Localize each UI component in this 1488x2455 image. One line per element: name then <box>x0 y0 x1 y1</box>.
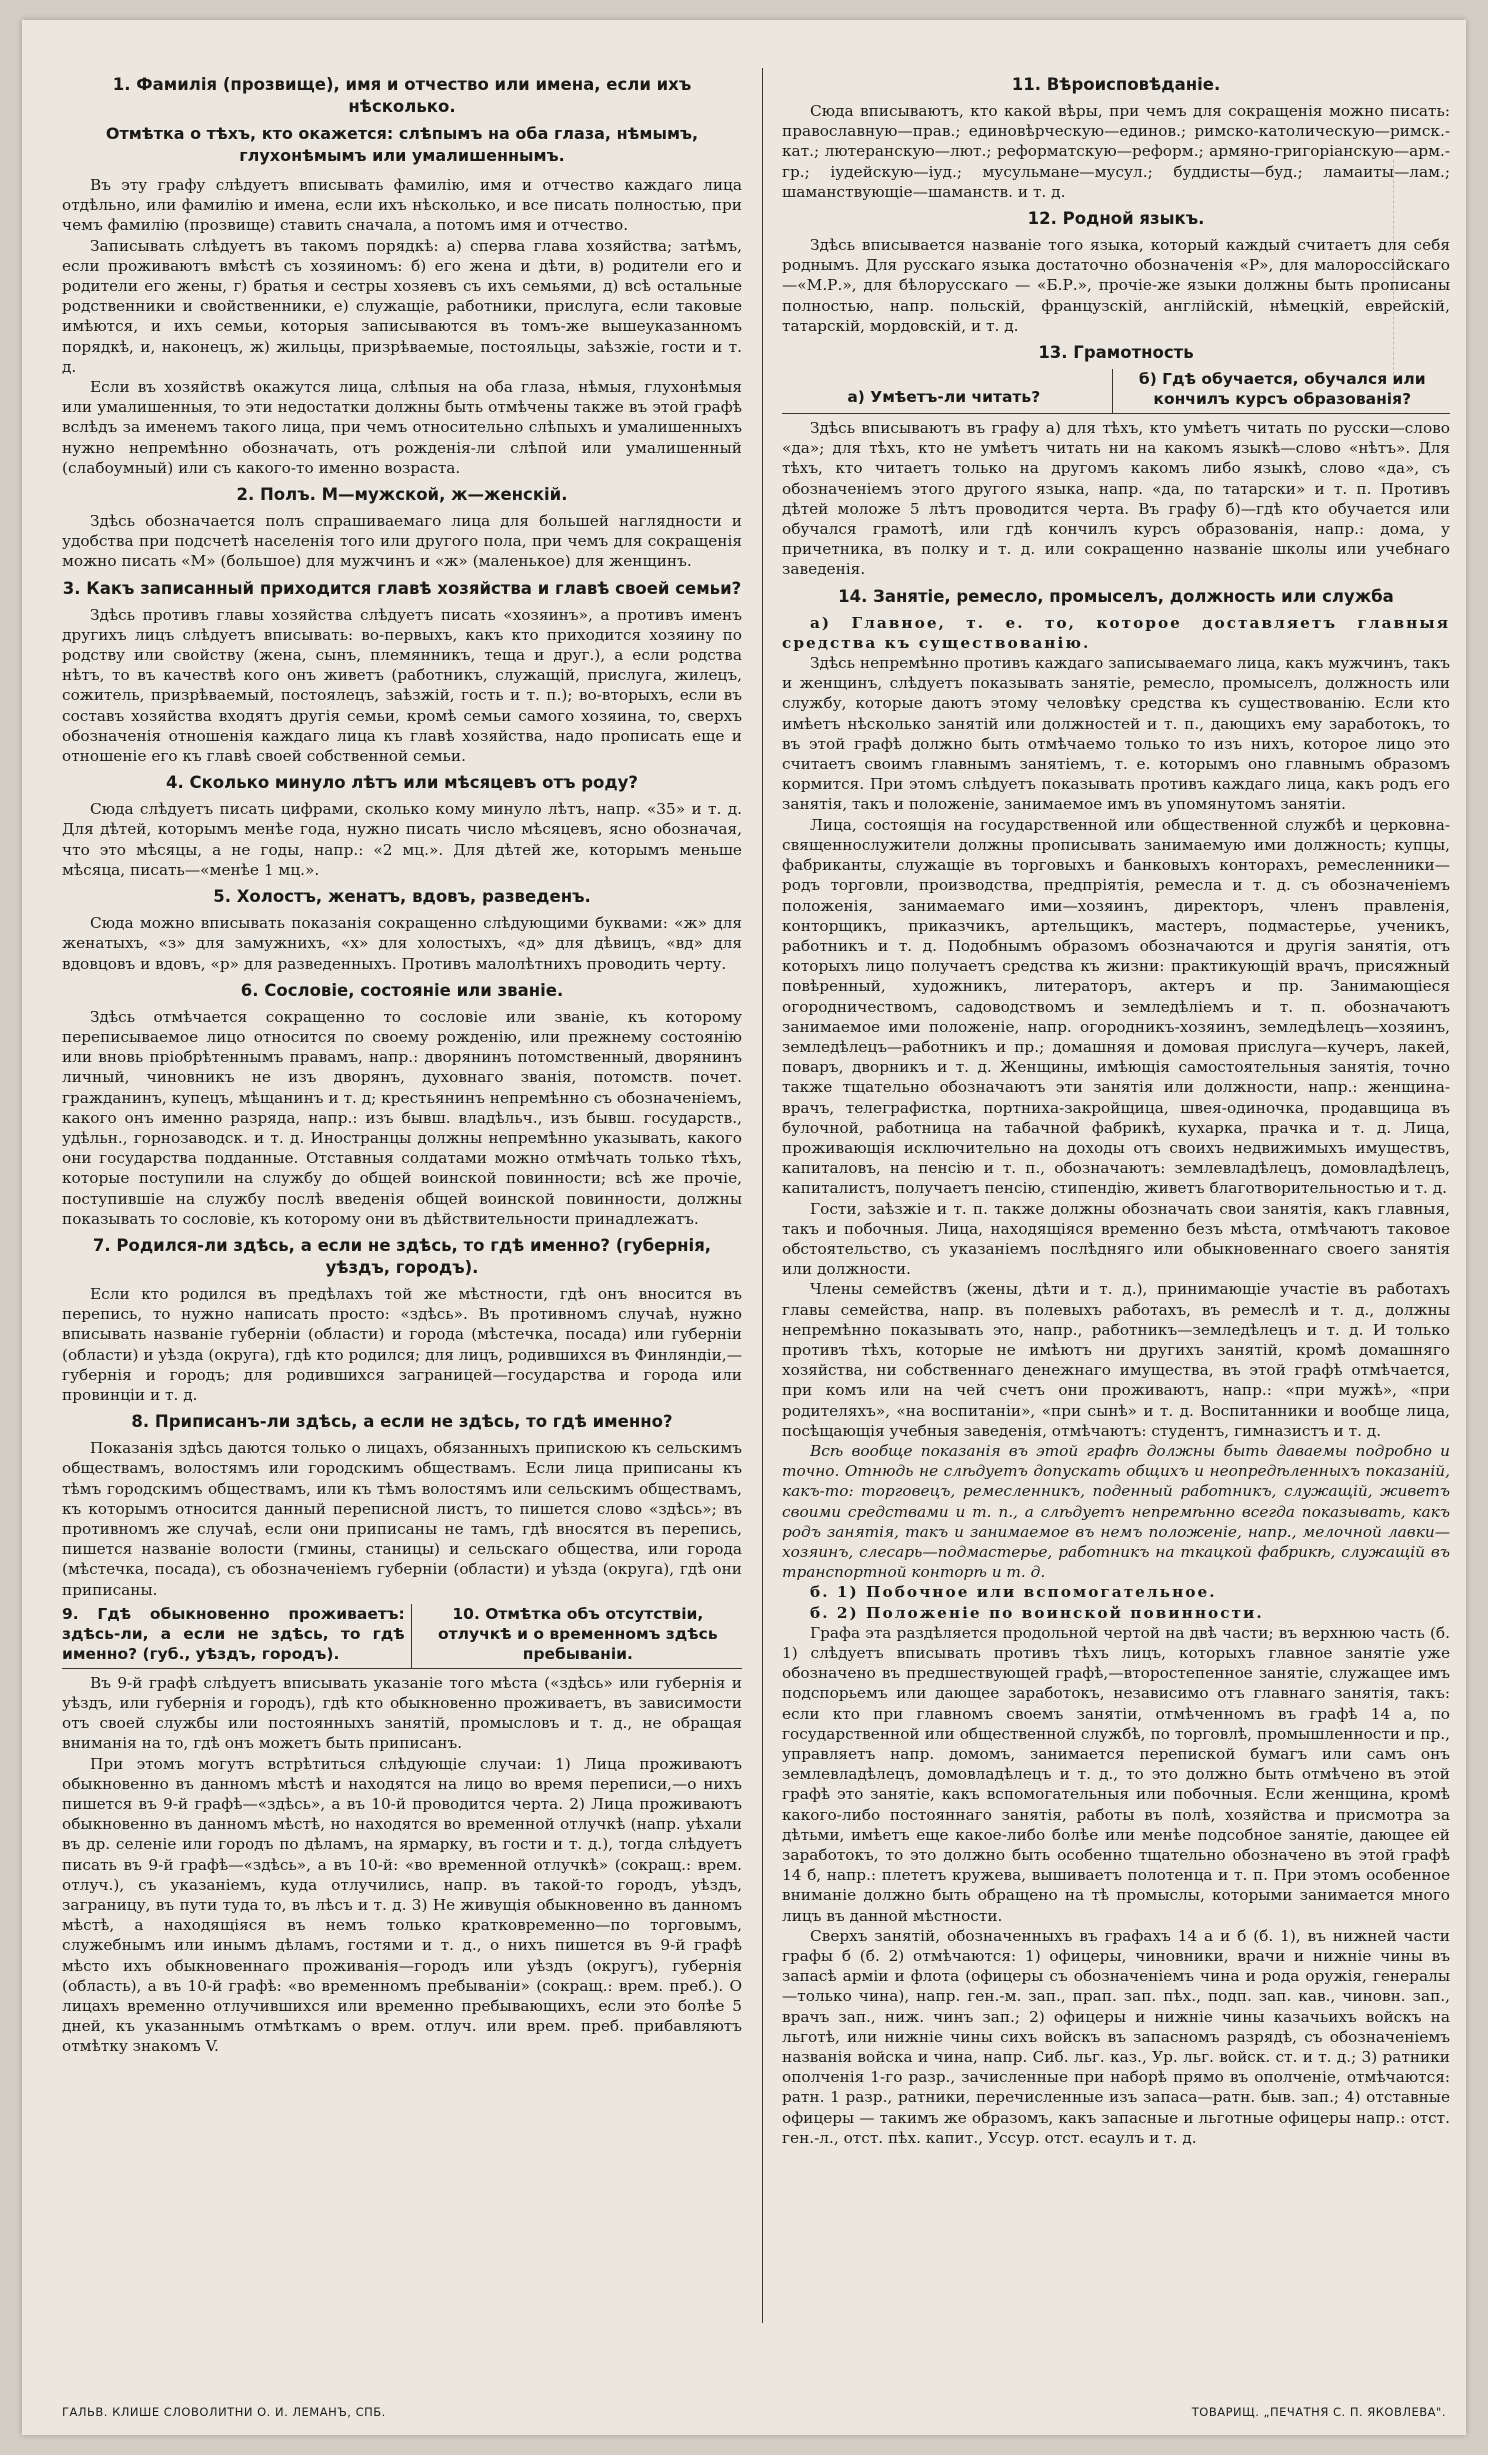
section-1-subtitle: Отмѣтка о тѣхъ, кто окажется: слѣпымъ на оба глаза, нѣмымъ, глухонѣмымъ или умалишеннымъ. <box>105 124 699 165</box>
section-14-paragraph: Члены семействъ (жены, дѣти и т. д.), принимающіе участіе въ работахъ главы семейства, напр. въ полевыхъ работахъ, въ ремеслѣ и т. д., должны непремѣнно показывать это, напр., работникъ—земледѣлецъ и т. д. И только противъ тѣхъ, которые не имѣютъ ни другихъ занятій, кромѣ домашняго хозяйства, ни собственнаго денежнаго имущества, въ этой графѣ отмѣчается, при комъ или на чей счетъ они проживаютъ, напр.: «при мужѣ», «при родителяхъ», «на воспитаніи», «при сынѣ» и т. д. Воспитанники и вообще лица, посѣщающія учебныя заведенія, отмѣчаютъ: студентъ, гимназистъ и т. д. <box>782 1280 1450 1440</box>
section-2-title: 2. Полъ. М—мужской, ж—женскій. <box>236 485 568 505</box>
section-13-title: 13. Грамотность <box>1038 343 1194 363</box>
document-page <box>22 20 1466 2435</box>
section-9-title: 9. Гдѣ обыкновенно проживаетъ: здѣсь-ли, а если не здѣсь, то гдѣ именно? (губ., уѣздъ, городъ). <box>62 1604 405 1663</box>
section-14-title: 14. Занятіе, ремесло, промыселъ, должность или служба <box>838 586 1394 606</box>
left-column <box>62 68 742 2057</box>
section-14-paragraph: Графа эта раздѣляется продольной чертой на двѣ части; въ верхнюю часть (б. 1) слѣдуетъ вписывать противъ тѣхъ лицъ, которыхъ главное занятіе уже обозначено въ предшествующей графѣ,—второстепенное занятіе, служащее имъ подспорьемъ или дающее заработокъ, независимо отъ главнаго занятія, такъ: если кто при главномъ своемъ занятіи, отмѣченномъ въ графѣ 14 а, по государственной или общественной службѣ, по торговлѣ, промышленности и пр., управляетъ напр. домомъ, занимается перепиской бумагъ или самъ онъ землевладѣлецъ, домовладѣлецъ и т. д., то это должно быть отмѣчено въ этой графѣ это занятіе, какъ вспомогательныя или побочныя. Если женщина, кромѣ какого-либо постояннаго занятія, работы въ полѣ, хозяйства и присмотра за дѣтьми, имѣетъ еще какое-либо болѣе или менѣе подсобное занятіе, дающее ей заработокъ, то это должно быть особенно тщательно обозначено въ этой графѣ 14 б, напр.: плететъ кружева, вышиваетъ полотенца и т. п. При этомъ особенное вниманіе должно быть обращено на тѣ промыслы, которыми занимается много лицъ въ данной мѣстности. <box>782 1623 1450 1925</box>
section-7-paragraph: Если кто родился въ предѣлахъ той же мѣстности, гдѣ онъ вносится въ перепись, то нужно написать просто: «здѣсь». Въ противномъ случаѣ, нужно вписывать названіе губерніи (области) и города (мѣстечка, посада) или губерніи (области) и уѣзда (округа), гдѣ кто родился; для лицъ, родившихся въ Финляндіи,—губернія и городъ; для родившихся заграницей—государства и города или провинціи и т. д. <box>62 1284 742 1404</box>
section-14-paragraph: Лица, состоящія на государственной или общественной службѣ и церковна-священнослужители должны прописывать занимаемую ими должность; купцы, фабриканты, служащіе въ торговыхъ и банковыхъ конторахъ, ремесленники—родъ торговли, производства, предпріятія, ремесла и т. д. съ обозначеніемъ положенія, занимаемаго ими—хозяинъ, директоръ, членъ правленія, конторщикъ, приказчикъ, артельщикъ, мастеръ, подмастерье, ученикъ, работникъ и т. д. Подобнымъ образомъ обозначаются и другія занятія, отъ которыхъ лицо получаетъ средства къ жизни: практикующій врачъ, присяжный повѣренный, художникъ, литераторъ, актеръ и пр. Занимающіеся огородничествомъ, садоводствомъ и земледѣліемъ и т. п. обозначаютъ занимаемое ими положеніе, напр. огородникъ-хозяинъ, земледѣлецъ—хозяинъ, земледѣлецъ—работникъ и пр.; домашняя и домовая прислуга—кучеръ, лакей, поваръ, дворникъ и т. д. Женщины, имѣющія самостоятельныя занятія, точно также тщательно обозначаютъ эти занятія или должности, напр.: женщина-врачъ, телеграфистка, портниха-закройщица, швея-одиночка, продавщица въ булочной, работница на табачной фабрикѣ, кухарка, прачка и т. д. Лица, проживающія исключительно на доходы отъ своихъ недвижимыхъ имуществъ, капиталовъ, на пенсію и т. п., обозначаютъ: землевладѣлецъ, домовладѣлецъ, капиталистъ, получаетъ пенсію, стипендію, живетъ благотворительностью и т. д. <box>782 815 1450 1198</box>
section-14-b2-label: б. 2) Положеніе по воинской повинности. <box>810 1603 1264 1622</box>
section-1-title: 1. Фамилія (прозвище), имя и отчество или имена, если ихъ нѣсколько. <box>112 75 692 116</box>
section-14-paragraph: Сверхъ занятій, обозначенныхъ въ графахъ 14 а и б (б. 1), въ нижней части графы б (б. 2) отмѣчаются: 1) офицеры, чиновники, врачи и нижніе чины въ запасѣ арміи и флота (офицеры съ обозначеніемъ чина и рода оружія, генералы—только чина), напр. ген.-м. зап., прап. зап. пѣх., подп. зап. кав., чиновн. зап., врачъ зап., ниж. чинъ зап.; 2) офицеры и нижніе чины казачьихъ войскъ на льготѣ, или нижніе чины сихъ войскъ въ запасномъ разрядѣ, съ обозначеніемъ названія войска и чина, напр. Сиб. льг. каз., Ур. льг. войск. ст. и т. д.; 3) ратники ополченія 1-го разр., зачисленные при наборѣ прямо въ ополченіе, отмѣчаются: ратн. 1 разр., ратники, перечисленные изъ запаса—ратн. быв. зап.; 4) отставные офицеры — такимъ же образомъ, какъ запасные и льготные офицеры напр.: отст. ген.-л., отст. пѣх. капит., Уссур. отст. есаулъ и т. д. <box>782 1926 1450 2147</box>
section-4-paragraph: Сюда слѣдуетъ писать цифрами, сколько кому минуло лѣтъ, напр. «35» и т. д. Для дѣтей, которымъ менѣе года, нужно писать число мѣсяцевъ, ясно обозначая, что это мѣсяцы, а не годы, напр.: «2 мц.». Для дѣтей же, которымъ меньше мѣсяца, писать—«менѣе 1 мц.». <box>62 800 742 879</box>
section-4-title: 4. Сколько минуло лѣтъ или мѣсяцевъ отъ роду? <box>165 773 639 793</box>
section-13-paragraph: Здѣсь вписываютъ въ графу а) для тѣхъ, кто умѣетъ читать по русски—слово «да»; для тѣхъ, кто не умѣетъ читать ни на какомъ языкѣ—слово «нѣтъ». Для тѣхъ, кто читаетъ только на другомъ какомъ либо языкѣ, слово «да», съ обозначеніемъ этого другого языка, напр. «да, по татарски» и т. п. Противъ дѣтей моложе 5 лѣтъ проводится черта. Въ графу б)—гдѣ кто обучается или обучался грамотѣ, или гдѣ кончилъ курсъ образованія, напр.: дома, у причетника, въ полку и т. д. или сокращенно названіе школы или учебнаго заведенія. <box>782 419 1450 579</box>
literacy-a-label: а) Умѣетъ-ли читать? <box>847 388 1041 407</box>
bleed-through-stamp <box>1393 160 1458 390</box>
section-2-paragraph: Здѣсь обозначается полъ спрашиваемаго лица для большей наглядности и удобства при подсчетѣ населенія того или другого пола, при чемъ для сокращенія можно писать «М» (большое) для мужчинъ и «ж» (маленькое) для женщинъ. <box>62 512 742 571</box>
section-10-title: 10. Отмѣтка объ отсутствіи, отлучкѣ и о временномъ здѣсь пребываніи. <box>411 1604 742 1668</box>
section-1-paragraph: Если въ хозяйствѣ окажутся лица, слѣпыя на оба глаза, нѣмыя, глухонѣмыя или умалишенныя, то эти недостатки должны быть отмѣчены также въ этой графѣ вслѣдъ за именемъ такого лица, при чемъ относительно слѣпыхъ и умалишенныхъ нужно непремѣнно обозначать, отъ рожденія-ли слѣпой или умалишенный (слабоумный) или съ какого-то именно возраста. <box>62 378 742 477</box>
section-12-paragraph: Здѣсь вписывается названіе того языка, который каждый считаетъ для себя роднымъ. Для русскаго языка достаточно обозначенія «Р», для малороссійскаго—«М.Р.», для бѣлорусскаго — «Б.Р.», прочіе-же языки должны быть прописаны полностью, напр. польскій, французскій, англійскій, нѣмецкій, еврейскій, татарскій, мордовскій, и т. д. <box>782 236 1450 335</box>
section-6-paragraph: Здѣсь отмѣчается сокращенно то сословіе или званіе, къ которому переписываемое лицо относится по своему рожденію, или прежнему состоянію или вновь пріобрѣтеннымъ правамъ, напр.: дворянинъ потомственный, дворянинъ личный, чиновникъ не изъ дворянъ, духовнаго званія, потомств. почет. гражданинъ, купецъ, мѣщанинъ и т. д; крестьянинъ непремѣнно съ обозначеніемъ, какого онъ именно разряда, напр.: изъ бывш. владѣльч., изъ бывш. государств., удѣльн., горнозаводск. и т. д. Иностранцы должны непремѣнно указывать, какого они государства подданные. Отставныя солдатами можно отмѣчать только тѣхъ, которые поступили на службу до общей воинской повинности; всѣ же прочіе, поступившіе на службу послѣ введенія общей воинской повинности, должны показывать то сословіе, къ которому они въ дѣйствительности принадлежатъ. <box>62 1007 742 1228</box>
section-5-title: 5. Холостъ, женатъ, вдовъ, разведенъ. <box>213 887 591 907</box>
section-14-paragraph: Здѣсь непремѣнно противъ каждаго записываемаго лица, какъ мужчинъ, такъ и женщинъ, слѣдуетъ показывать занятіе, ремесло, промыселъ, должность или службу, которые даютъ этому человѣку средства къ существованію. Если кто имѣетъ нѣсколько занятій или должностей и т. п., дающихъ ему заработокъ, то въ этой графѣ должно быть отмѣчаемо только то изъ нихъ, которое лицо это считаетъ своимъ главнымъ занятіемъ, т. е. которымъ оно главнымъ образомъ кормится. При этомъ слѣдуетъ показывать противъ каждаго лица, какъ родъ его занятія, такъ и положеніе, занимаемое имъ въ упомянутомъ занятіи. <box>782 654 1450 814</box>
section-3-title: 3. Какъ записанный приходится главѣ хозяйства и главѣ своей семьи? <box>62 578 742 598</box>
literacy-header <box>782 369 1450 414</box>
section-12-title: 12. Родной языкъ. <box>1027 209 1205 229</box>
printer-credit-left: ГАЛЬВ. КЛИШЕ СЛОВОЛИТНИ О. И. ЛЕМАНЪ, СПБ. <box>62 2405 386 2419</box>
section-11-paragraph: Сюда вписываютъ, кто какой вѣры, при чемъ для сокращенія можно писать: православную—прав.; единовѣрческую—единов.; римско-католическую—римск.-кат.; лютеранскую—лют.; реформатскую—реформ.; армяно-григоріанскую—арм.-гр.; іудейскую—іуд.; мусульмане—мусул.; буддисты—буд.; ламаиты—лам.; шаманствующіе—шаманств. и т. д. <box>782 102 1450 201</box>
section-1-paragraph: Въ эту графу слѣдуетъ вписывать фамилію, имя и отчество каждаго лица отдѣльно, или фамилію и имена, если ихъ нѣсколько, и все писать полностью, при чемъ фамилію (прозвище) ставить сначала, а потомъ имя и отчество. <box>62 176 742 235</box>
printer-credit-right: ТОВАРИЩ. „ПЕЧАТНЯ С. П. ЯКОВЛЕВА". <box>1191 2405 1446 2419</box>
section-7-title: 7. Родился-ли здѣсь, а если не здѣсь, то гдѣ именно? (губернія, уѣздъ, городъ). <box>92 1235 712 1277</box>
section-11-title: 11. Вѣроисповѣданіе. <box>1011 75 1221 94</box>
section-1-paragraph: Записывать слѣдуетъ въ такомъ порядкѣ: а) сперва глава хозяйства; затѣмъ, если проживаютъ вмѣстѣ съ хозяиномъ: б) его жена и дѣти, в) родители его и родители его жены, г) братья и сестры хозяевъ съ ихъ семьями, д) всѣ остальные родственники и свойственники, е) служащіе, работники, прислуга, если таковые имѣются, и ихъ семьи, которыя записываются въ томъ-же вышеуказанномъ порядкѣ, и, наконецъ, ж) жильцы, призрѣваемые, постояльцы, заѣзжіе, гости и т. д. <box>62 236 742 376</box>
column-divider <box>762 68 763 2323</box>
section-8-paragraph: Показанія здѣсь даются только о лицахъ, обязанныхъ припискою къ сельскимъ обществамъ, волостямъ или городскимъ обществамъ. Если лица приписаны къ тѣмъ городскимъ обществамъ, или къ тѣмъ волостямъ или сельскимъ обществамъ, къ которымъ относится данный переписной листъ, то пишется слово «здѣсь»; въ противномъ же случаѣ, если они приписаны не тамъ, гдѣ вносятся въ перепись, пишется названіе волости (гмины, станицы) и сельскаго общества, или города (мѣстечка, посада), съ обозначеніемъ губерніи (области) и уѣзда (округа), гдѣ они приписаны. <box>62 1439 742 1599</box>
section-3-paragraph: Здѣсь противъ главы хозяйства слѣдуетъ писать «хозяинъ», а противъ именъ другихъ лицъ слѣдуетъ вписывать: во-первыхъ, какъ кто приходится хозяину по родству или свойству (жена, сынъ, племянникъ, теща и друг.), а если родства нѣтъ, то въ качествѣ кого онъ живетъ (работникъ, служащій, прислуга, жилецъ, сожитель, призрѣваемый, постоялецъ, заѣзжій, гость и т. п.); во-вторыхъ, если въ составъ хозяйства входятъ другія семьи, кромѣ семьи самого хозяина, то, сверхъ обозначенія отношенія каждаго лица къ главѣ хозяйства, надо прописать еще и отношеніе его къ главѣ своей собственной семьи. <box>62 605 742 766</box>
right-column <box>782 68 1450 2148</box>
section-5-paragraph: Сюда можно вписывать показанія сокращенно слѣдующими буквами: «ж» для женатыхъ, «з» для замужнихъ, «х» для холостыхъ, «д» для дѣвицъ, «вд» для вдовцовъ и вдовъ, «р» для разведенныхъ. Противъ малолѣтнихъ проводить черту. <box>62 914 742 973</box>
section-9-paragraph: При этомъ могутъ встрѣтиться слѣдующіе случаи: 1) Лица проживаютъ обыкновенно въ данномъ мѣстѣ и находятся на лицо во время переписи,—о нихъ пишется въ 9-й графѣ—«здѣсь», а въ 10-й проводится черта. 2) Лица проживаютъ обыкновенно въ данномъ мѣстѣ, но находятся во временной отлучкѣ (напр. уѣхали въ др. селеніе или городъ по дѣламъ, на ярмарку, въ гости и т. д.), тогда слѣдуетъ писать въ 9-й графѣ—«здѣсь», а въ 10-й: «во временной отлучкѣ» (сокращ.: врем. отлуч.), съ указаніемъ, куда отлучились, напр. въ такой-то городъ, уѣздъ, заграницу, въ пути туда то, въ лѣсъ и т. д. 3) Не живущія обыкновенно въ данномъ мѣстѣ, а находящіяся въ немъ только кратковременно—по торговымъ, служебнымъ или инымъ дѣламъ, гостями и т. д., о нихъ пишется въ 9-й графѣ мѣсто ихъ обыкновеннаго проживанія—городъ или уѣздъ (округъ), губернія (область), а въ 10-й графѣ: «во временномъ пребываніи» (сокращ.: врем. преб.). О лицахъ временно отлучившихся или временно пребывающихъ, если это болѣе 5 дней, къ указаннымъ отмѣткамъ о врем. отлуч. или врем. преб. прибавляютъ отмѣтку знакомъ V. <box>62 1754 742 2056</box>
section-6-title: 6. Сословіе, состояніе или званіе. <box>240 980 564 1000</box>
section-14-paragraph: Всѣ вообще показанія въ этой графѣ должны быть даваемы подробно и точно. Отнюдь не слѣдуетъ допускать общихъ и неопредѣленныхъ показаній, какъ-то: торговецъ, ремесленникъ, поденный работникъ, служащій, живетъ своими средствами и т. п., а слѣдуетъ непремѣнно всегда показывать, какъ родъ занятія, такъ и занимаемое въ немъ положеніе, напр., мелочной лавки—хозяинъ, слесарь—подмастерье, работникъ на ткацкой фабрикѣ, служащій въ транспортной конторѣ и т. д. <box>782 1441 1450 1582</box>
section-9-10-header <box>62 1604 742 1669</box>
section-9-paragraph: Въ 9-й графѣ слѣдуетъ вписывать указаніе того мѣста («здѣсь» или губернія и уѣздъ, или губернія и городъ), гдѣ кто обыкновенно проживаетъ, въ зависимости отъ своей службы или постоянныхъ занятій, промысловъ и т. д., не обращая вниманія на то, гдѣ онъ можетъ быть приписанъ. <box>62 1673 742 1753</box>
section-14-paragraph: Гости, заѣзжіе и т. п. также должны обозначать свои занятія, какъ главныя, такъ и побочныя. Лица, находящіяся временно безъ мѣста, отмѣчаютъ таковое обстоятельство, съ указаніемъ послѣдняго или обыкновеннаго своего занятія или должности. <box>782 1199 1450 1279</box>
section-8-title: 8. Приписанъ-ли здѣсь, а если не здѣсь, то гдѣ именно? <box>131 1412 673 1432</box>
section-14-a-label: а) Главное, т. е. то, которое доставляетъ главныя средства къ существованію. <box>782 613 1450 652</box>
literacy-b-label: б) Гдѣ обучается, обучался или кончилъ курсъ образованія? <box>1112 369 1451 413</box>
section-14-b1-label: б. 1) Побочное или вспомогательное. <box>810 1583 1217 1602</box>
